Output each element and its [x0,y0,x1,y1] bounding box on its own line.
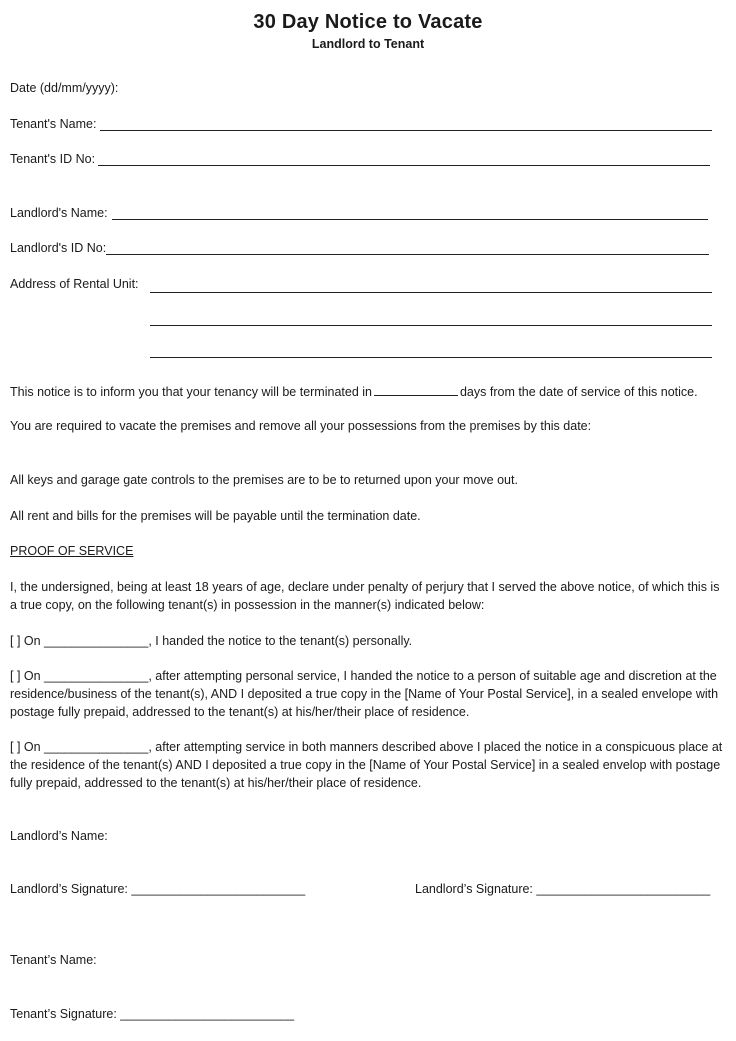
tenant-id-label: Tenant's ID No: [10,152,96,166]
document-subtitle: Landlord to Tenant [311,37,425,51]
document-title: 30 Day Notice to Vacate [253,11,483,33]
proof-declaration: I, the undersigned, being at least 18 years of age, declare under penalty of perjury that I served the above notice, of which this is a true copy, on the following tenant(s) in possession in the manner(s) indicated below: [10,580,720,612]
vacate-text: You are required to vacate the premises and remove all your possessions from the premises by this date: [10,419,592,433]
notice-sentence [10,384,698,399]
landlord-name-label: Landlord's Name: [10,206,108,220]
landlord-id-label: Landlord's ID No: [10,241,107,255]
keys-text: All keys and garage gate controls to the premises are to be to returned upon your move out. [10,473,518,487]
notice-text-part2: days from the date of service of this notice. [459,385,698,399]
landlord-name-sign-label: Landlord’s Name: [10,829,108,843]
landlord-signature-right: Landlord’s Signature: _________________________ [415,882,711,896]
days-blank[interactable] [374,384,458,396]
address-line-1[interactable] [150,292,712,293]
service-option-1: [ ] On _______________, I handed the notice to the tenant(s) personally. [10,634,413,648]
address-label: Address of Rental Unit: [10,277,139,291]
address-line-2[interactable] [150,325,712,326]
notice-text-part1: This notice is to inform you that your tenancy will be terminated in [10,385,372,399]
date-label: Date (dd/mm/yyyy): [10,81,119,95]
service-option-2: [ ] On _______________, after attempting personal service, I handed the notice to a person of suitable age and discretion at the residence/business of the tenant(s), AND I deposited a true copy in the [Name of Your Postal Service], in a sealed envelope with postage fully prepaid, addressed to the tenant(s) at his/her/their place of residence. [10,669,719,719]
address-line-3[interactable] [150,357,712,358]
rent-text: All rent and bills for the premises will be payable until the termination date. [10,509,421,523]
service-option-3: [ ] On _______________, after attempting service in both manners described above I placed the notice in a conspicuous place at the residence of the tenant(s) AND I deposited a true copy in the [Name of Your Postal Service] in a sealed envelop with postage fully prepaid, addressed to the tenant(s) at his/her/their place of residence. [10,740,723,790]
tenant-id-line[interactable] [98,165,710,166]
tenant-name-label: Tenant's Name: [10,117,97,131]
proof-of-service-heading: PROOF OF SERVICE [10,544,134,558]
landlord-signature-left: Landlord’s Signature: _________________________ [10,882,306,896]
tenant-name-line[interactable] [100,130,712,131]
landlord-name-line[interactable] [112,219,708,220]
tenant-name-sign-label: Tenant’s Name: [10,953,97,967]
tenant-signature: Tenant’s Signature: _________________________ [10,1007,295,1021]
landlord-id-line[interactable] [106,254,709,255]
